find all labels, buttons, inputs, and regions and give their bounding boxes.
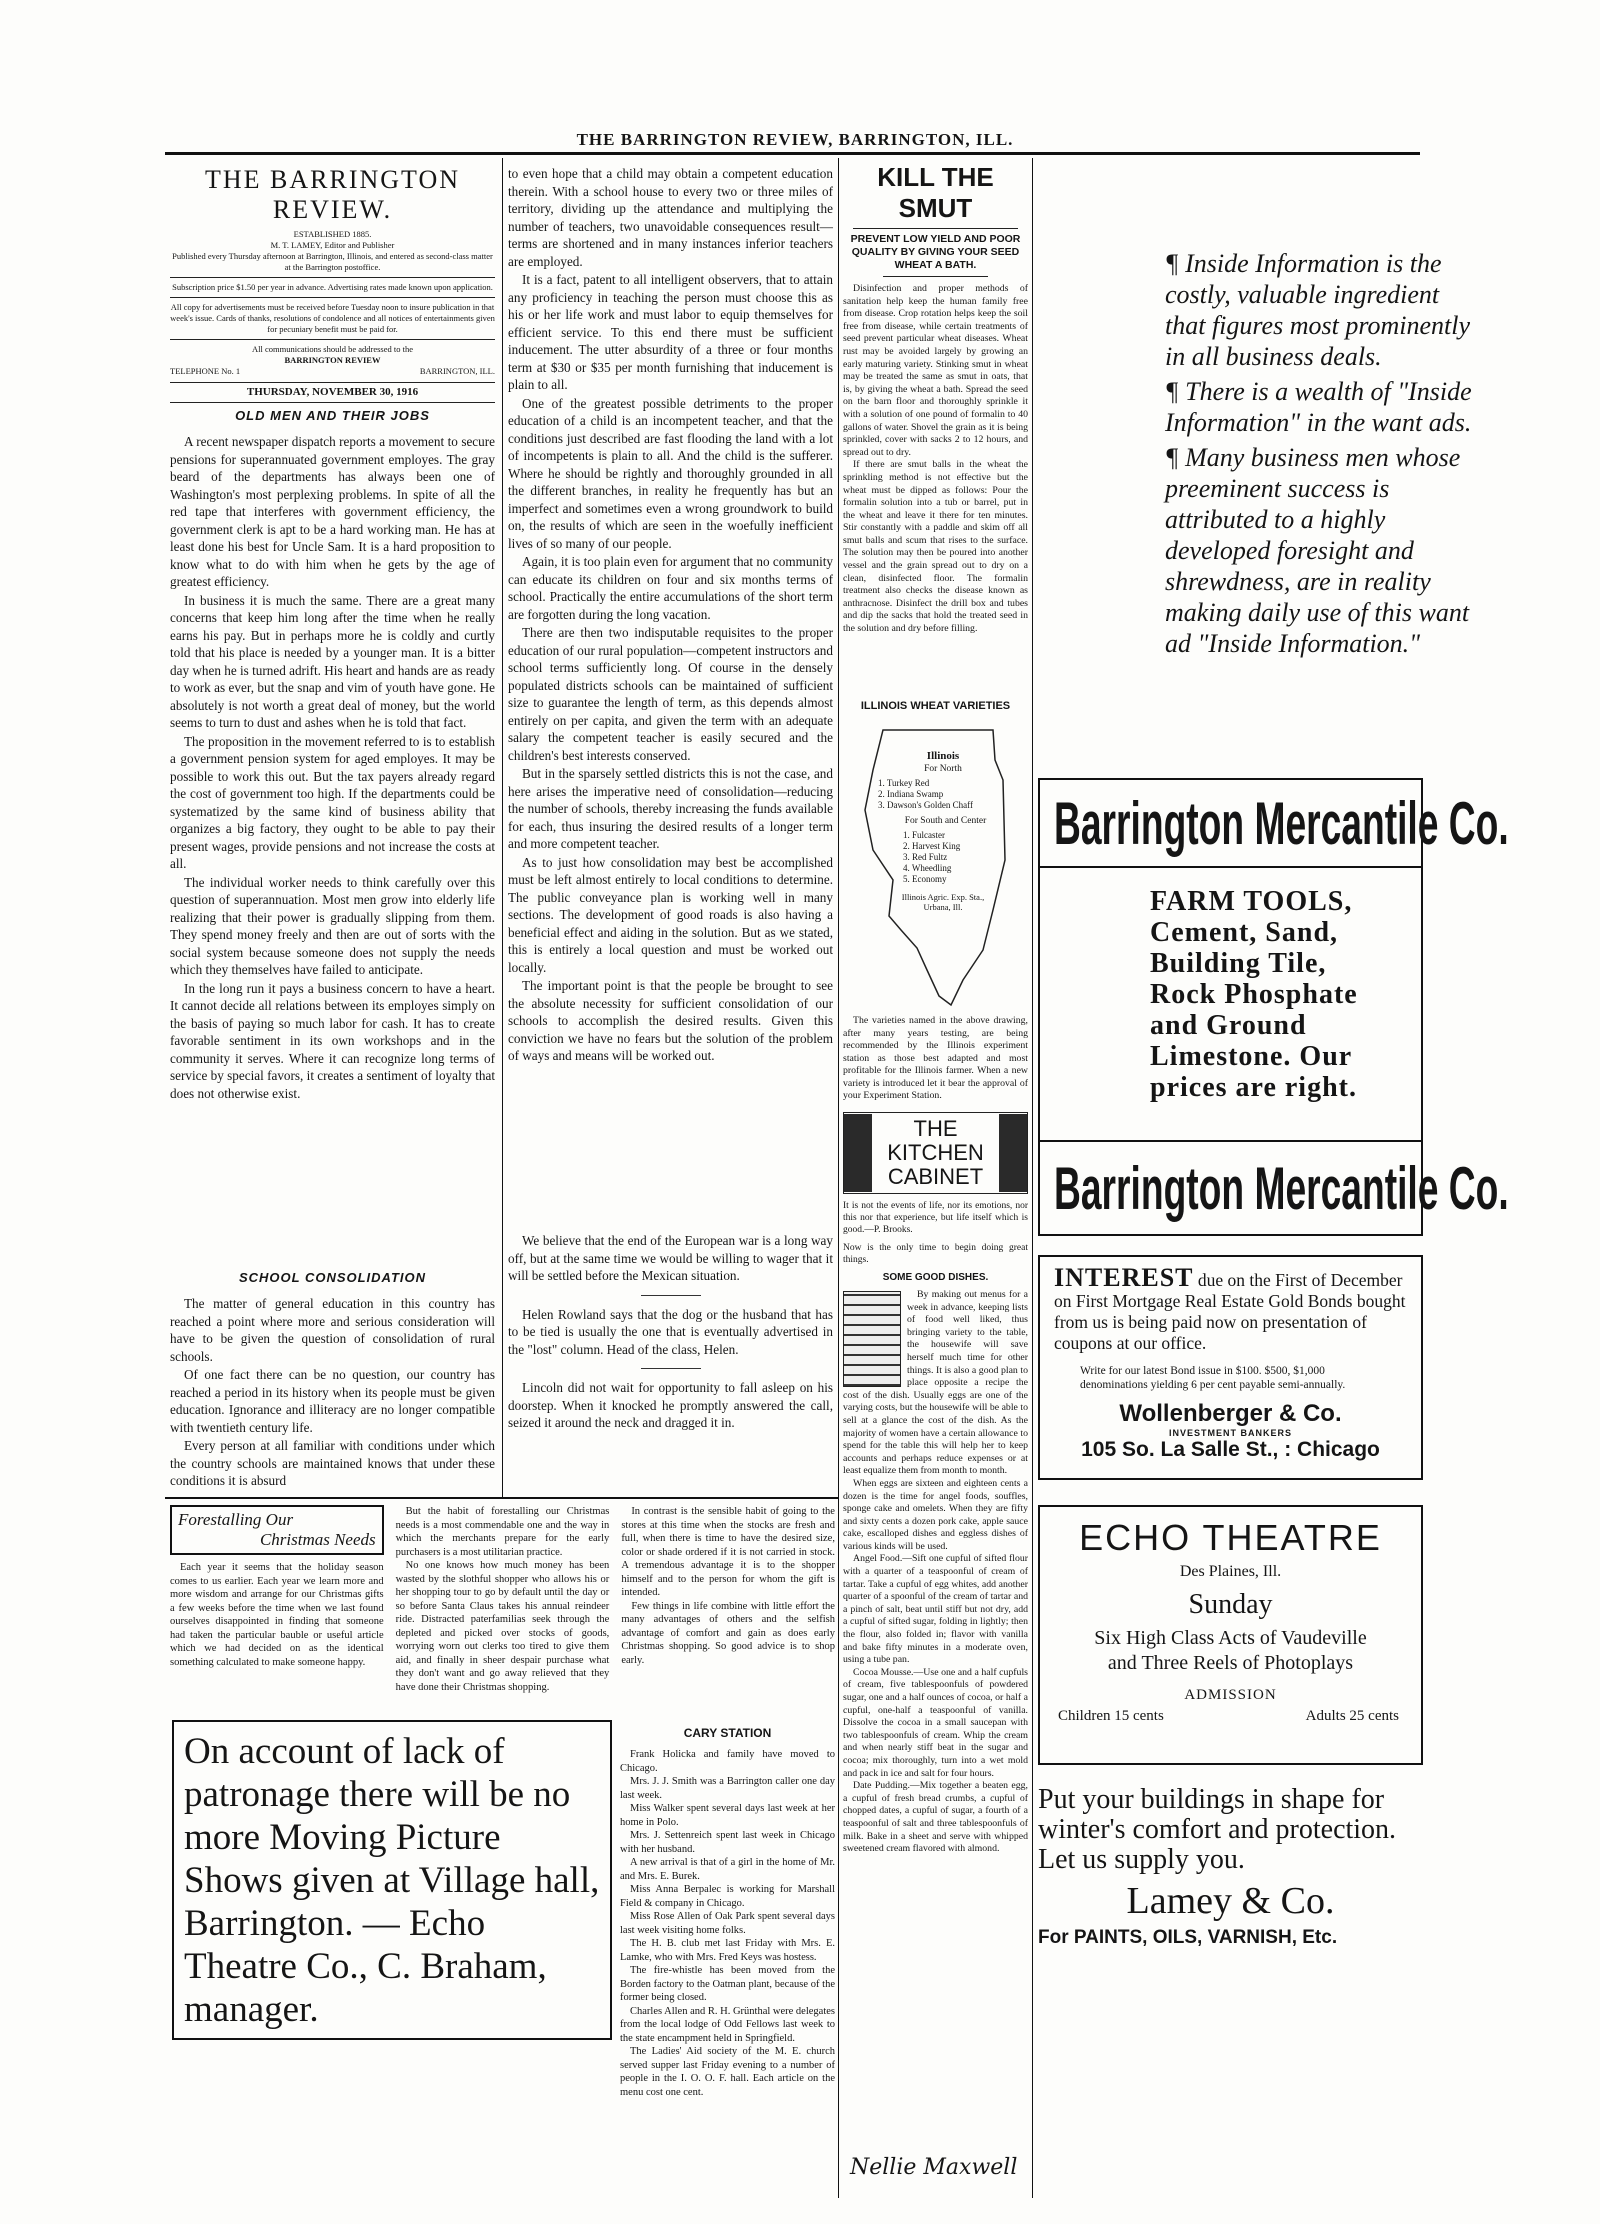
theatre-line: and Three Reels of Photoplays [1107,1652,1354,1674]
paragraph: In business it is much the same. There are a great many concerns that keep him long after the time when he really earns his pay. But in perhaps more he is coldly and curtly told that his place is needed by a younger man. It is a bitter day when he is turned adrift. His heart and hands are as ready to work as ever, but the snap and vim of youth have gone. He absolutely is not worth a great deal of money, but the world seems to turn to dust and ashes when he is told that fact. [170,592,495,730]
news-item: The Ladies' Aid society of the M. E. church served supper last Friday evening to a number of people in the I. O. O. F. hall. Each article on the menu cost one cent. [620,2046,835,2098]
paragraph: We believe that the end of the European war is a long way off, but at the same time we would be willing to wager that it will be settled before the Mexican situation. [508,1233,833,1283]
mercantile-body: FARM TOOLS, Cement, Sand, Building Tile, Rock Phosphate and Ground Limestone. Our prices are right. [1150,886,1358,1103]
cabinet-title: THE [913,1116,958,1141]
paragraph: In the long run it pays a business concern to have a heart. It cannot decide all relations between its employes simply on the basis of paying so much labor for cash. It has to create favorable sentiment in its own workshops and in the community it serves. Where it can recognize long terms of service by special favors, it creates a sentiment of loyalty that does not otherwise exist. [170,980,495,1101]
paragraph: The individual worker needs to think carefully over this question of superannuation. Most men grow into elderly life realizing that their power is gradually slipping from them. They spend money freely and then are out of sorts with the social system because someone does not supply the needs which they themselves have failed to anticipate. [170,874,495,977]
news-item: Miss Anna Berpalec is working for Marshall Field & company in Chicago. [620,1884,835,1909]
article-forestalling [170,1505,835,1715]
news-item: Charles Allen and R. H. Grünthal were delegates from the local lodge of Odd Fellows last week to the state encampment held in Springfield. [620,2005,835,2044]
news-item: Frank Holicka and family have moved to Chicago. [620,1749,835,1774]
variety-item: 3. Dawson's Golden Chaff [878,800,973,810]
interest-company: Wollenberger & Co. [1119,1400,1342,1427]
paragraph: The matter of general education in this country has reached a point where more and serious consideration will have to be given the question of consolidation of rural schools. [170,1296,495,1364]
cary-station [620,1718,835,2198]
cabinet-illustration-icon [843,1291,901,1387]
article-headline: OLD MEN AND THEIR JOBS [235,408,430,423]
map-caption: The varieties named in the above drawing, after many years testing, are being recommended by the Illinois experiment station as those best adapted and most profitable for the Illinois farmer. When a new variety is introduced let it bear the approval of your Experiment Station. [843,1015,1028,1101]
pilcrow-icon: ¶ [1165,443,1179,472]
masthead-copy-notice: All copy for advertisements must be received before Tuesday noon to insure publication in that week's issue. Cards of thanks, resolutions of condolence and all notices of entertainments given for pecuniary benefit must be paid for. [170,302,495,334]
section-headline: CARY STATION [683,1726,772,1740]
map-south-label: For South and Center [904,816,987,826]
article-kill-smut [843,162,1028,687]
quote: Now is the only time to begin doing great things. [843,1243,1028,1265]
variety-item: 2. Indiana Swamp [878,789,944,799]
theatre-line: Six High Class Acts of Vaudeville [1094,1627,1367,1649]
quote: It is not the events of life, nor its emotions, nor this nor that experience, but life itself which is good.—P. Brooks. [843,1201,1028,1235]
paragraph: Few things in life combine with little effort the many advantages of others and the selfish advantage of comfort and gain as does early Christmas shopping. So good advice is to shop early. [621,1600,835,1666]
editorial-shorts [508,1232,833,1494]
running-head: THE BARRINGTON REVIEW, BARRINGTON, ILL. [576,130,1014,149]
section-headline: SOME GOOD DISHES. [882,1272,989,1283]
notice-box [172,1720,612,2040]
inside-info-text: Many business men whose preeminent success is attributed to a highly developed foresight and shrewdness, are in reality making daily use of this want ad "Inside Information." [1165,443,1470,658]
theatre-price-children: Children 15 cents [1058,1708,1164,1724]
column-rule [838,158,839,2198]
kitchen-cabinet [843,1112,1028,2200]
variety-item: 4. Wheedling [903,863,952,873]
article-school-col1 [170,1262,495,1492]
lamey-products: For PAINTS, OILS, VARNISH, Etc. [1038,1927,1338,1948]
paragraph: It is a fact, patent to all intelligent observers, that to attain any proficiency in teaching the person must choose this as his or her life work and must labor to equip themselves for efficient service. To this end there must be sufficient inducement. The utter absurdity of a three or four months term at $30 or $35 per month furnishing that inducement is plain to all. [508,272,833,392]
news-item: Mrs. J. J. Smith was a Barrington caller one day last week. [620,1776,835,1801]
paragraph: By making out menus for a week in advance, keeping lists of food well liked, thus bringing variety to the table, the housewife will save herself much time for other things. It is also a good plan to place opposite a recipe the cost of the dish. Usually eggs are one of the varying costs, but the housewife will be able to sell at a glance the cost of the dish. As the majority of women have a certain allowance to spend for the table this will help her to keep accounts and perhaps reduce expenses or at least equalize them from month to month. [843,1289,1028,1477]
paragraph: Lincoln did not wait for opportunity to fall asleep on his doorstep. When it knocked he promptly answered the call, seized it around the neck and dragged it in. [508,1380,833,1430]
article-headline: KILL THE SMUT [877,162,994,223]
map-north-label: For North [924,764,962,774]
lamey-text: Put your buildings in shape for winter's comfort and protection. Let us supply you. [1038,1784,1397,1875]
masthead-date: THURSDAY, NOVEMBER 30, 1916 [246,386,419,398]
mercantile-ad [1038,778,1509,1236]
column-rule [502,158,503,1498]
variety-item: 5. Economy [903,874,947,884]
paragraph: One of the greatest possible detriments to the proper education of a child is an incompetent teacher, and that the conditions just described are fast flooding the land with a lot of incompetents is plain to all. And the child is the sufferer. Where he should be rightly and thoroughly grounded in all the different branches, in reality he frequently has but an imperfect and sometimes even a wrong groundwork to build on, the results of which are seen in the woefully inefficient lives of so many of our people. [508,395,833,551]
article-headline: SCHOOL CONSOLIDATION [238,1270,427,1285]
article-old-men [170,400,495,1260]
paragraph: to even hope that a child may obtain a competent education therein. With a school house to every two or three miles of territory, dividing up the attendance and multiplying the number of teachers, two unavoidable consequences result—terms are shortened and in many instances inferior teachers are employed. [508,166,833,269]
masthead-established: ESTABLISHED 1885. [293,229,372,239]
masthead-addressee: BARRINGTON REVIEW [284,355,381,365]
interest-sub: INVESTMENT BANKERS [1168,1428,1292,1438]
paragraph: But in the sparsely settled districts this is not the case, and here arises the imperative need of consolidation—reducing the number of schools, thereby increasing the funds available for each, thus insuring the desired results of a longer term and more competent teacher. [508,766,833,851]
paragraph: The proposition in the movement referred to is to establish a government pension system for aged employes. It may be possible to work this out. But the tax payers already regard the cost of government too high. If the departments could be systematized by the same kind of business ability that organizes a big factory, they ought to be able to pay their present wages, provide pensions and not increase the costs at all. [170,733,495,871]
map-title: Illinois [926,750,960,762]
theatre-admission: ADMISSION [1184,1687,1277,1703]
news-item: Mrs. J. Settenreich spent last week in Chicago with her husband. [620,1830,835,1855]
inside-info-text: Inside Information is the costly, valuable ingredient that figures most prominently in all business deals. [1165,249,1471,371]
theatre-city: Des Plaines, Ill. [1179,1563,1282,1580]
inside-info [1165,248,1475,698]
notice-text: On account of lack of patronage there will be no more Moving Picture Shows given at Village hall, Barrington. — Echo Theatre Co., C. Braham, manager. [184,1731,600,2030]
variety-item: 2. Harvest King [903,841,961,851]
interest-ad [1038,1255,1423,1480]
paragraph: Helen Rowland says that the dog or the husband that has to be tied is usually the one that is eventually advertised in the "lost" column. Head of the class, Helen. [508,1306,833,1357]
paragraph: Angel Food.—Sift one cupful of sifted flour with a quarter of a teaspoonful of cream of tartar. Take a cupful of egg whites, add another quarter of a spoonful of the cream of tartar and a pinch of salt, beat until stiff but not dry, add a cupful of sifted sugar, folding in lightly; then the flour, also folded in; flavor with vanilla and bake fifty minutes in a moderate oven, using a tube pan. [843,1553,1028,1666]
masthead-telephone: TELEPHONE No. 1 [170,366,241,376]
paragraph: Every person at all familiar with conditions under which the country schools are maintained knows that under these conditions it is absurd [170,1438,495,1488]
news-item: Miss Walker spent several days last week at her home in Polo. [620,1803,835,1828]
cook-illustration-icon [844,1114,872,1192]
cook-illustration-icon [999,1114,1027,1192]
header-rule [165,152,1420,155]
paragraph: When eggs are sixteen and eighteen cents a dozen is the time for angel foods, souffles, sponge cake and omelets. When they are fifty and sixty cents a dozen pork cake, apple sauce cake, escalloped dishes and eggless dishes of various kinds will be used. [843,1477,1028,1552]
variety-item: 3. Red Fultz [903,852,948,862]
inside-info-text: There is a wealth of "Inside Information" in the want ads. [1165,377,1472,437]
interest-lead: INTEREST [1054,1263,1194,1292]
signature: Nellie Maxwell [850,2155,1018,2180]
theatre-day: Sunday [1188,1589,1273,1620]
pilcrow-icon: ¶ [1165,249,1179,278]
echo-theatre-ad [1038,1505,1423,1765]
news-item: A new arrival is that of a girl in the home of Mr. and Mrs. E. Burek. [620,1857,835,1882]
paragraph: Cocoa Mousse.—Use one and a half cupfuls of cream, five tablespoonfuls of powdered sugar, one and a half ounces of cocoa, or half a cupful, one-half a teaspoonful of vanilla. Dissolve the cocoa in a small saucepan with two tablespoonfuls of cream. Whip the cream and when nearly stiff beat in the sugar and cocoa; mix thoroughly, turn into a wet mold and pack in ice and salt for four hours. [843,1666,1028,1779]
column-rule [1032,158,1033,2198]
article-subhead: PREVENT LOW YIELD AND POOR QUALITY BY GIVING YOUR SEED WHEAT A BATH. [850,233,1021,271]
paragraph: Disinfection and proper methods of sanitation help keep the human family free from disease. Crop rotation helps keep the soil free from disease, while certain treatments of seed prevent particular wheat diseases. Wheat rust may be avoided largely by growing an early maturing variety. Stinking smut in wheat may be treated the same as smut in oats, that is, by giving the wheat a bath. Spread the seed on the barn floor and thoroughly sprinkle it with a solution of one pound of formalin to 40 gallons of water. Shovel the grain as it is being sprinkled, cover with sacks 2 to 12 hours, and spread out to dry. [843,283,1028,458]
theatre-title: ECHO THEATRE [1079,1517,1382,1558]
paragraph: Of one fact there can be no question, our country has reached a period in its history when its people must be given education. Ignorance and illiteracy are no longer compatible with twentieth century life. [170,1367,495,1435]
interest-address: 105 So. La Salle St., : Chicago [1081,1438,1380,1461]
paragraph: In contrast is the sensible habit of going to the stores at this time when the stocks are fresh and full, when there is time to have the desired size, color or shade ordered if it is not carried in stock. A tremendous advantage it is to the shopper himself and to the person for whom the gift is intended. [621,1506,835,1598]
interest-offer: Write for our latest Bond issue in $100. $500, $1,000 denominations yielding 6 per cent payable semi-annually. [1080,1365,1346,1391]
kitchen-cabinet-banner [843,1112,1028,1194]
map-station: Illinois Agric. Exp. Sta., Urbana, Ill. [901,892,985,912]
mercantile-name-footer: Barrington Mercantile Co. [1054,1154,1509,1222]
lamey-ad [1038,1785,1423,2200]
article-school-col2 [508,165,833,1225]
mercantile-name: Barrington Mercantile Co. [1054,789,1509,857]
news-item: The fire-whistle has been moved from the Borden factory to the Oatman plant, because of the former being closed. [620,1965,835,2003]
masthead-city: BARRINGTON, ILL. [419,366,495,376]
paragraph: There are then two indisputable requisites to the proper education of our rural population—competent instructors and school terms sufficiently long. Of course in the densely populated districts schools can be maintained of sufficient size to guarantee the length of term, as this depends almost entirely on per capita, and given the term with an adequate salary the competent teacher is easily secured and the children's best interests conserved. [508,625,833,763]
variety-item: 1. Turkey Red [878,778,930,788]
paragraph: A recent newspaper dispatch reports a movement to secure pensions for superannuated government employes. The gray beard of the departments has always been one of Washington's most perplexing problems. In spite of all the red tape that interferes with government efficiency, the government clerk is apt to be a hard working man. He has at least done his best for Uncle Sam. It is a hard proposition to know what to do with him when he gets by the age of greatest efficiency. [170,434,495,589]
paragraph: If there are smut balls in the wheat the sprinkling method is not effective but the wheat must be dipped as follows: Pour the formalin solution into a tub or barrel, put in the wheat and leave it there for ten minutes. Stir constantly with a paddle and skim off all smut balls and scum that rises to the surface. The solution may then be poured into another vessel and the grain spread out to dry on a clean, disinfected floor. The formalin treatment also checks the disease known as anthracnose. Disinfect the drill box and tubes and dip the sacks that hold the treated seed in the solution and dry before filling. [843,459,1028,635]
lamey-company: Lamey & Co. [1126,1880,1335,1922]
paragraph: Again, it is too plain even for argument that no community can educate its children on four and six months terms of school. Practically the entire accumulations of the short term are forgotten during the long vacation. [508,554,833,622]
cabinet-title: CABINET [887,1164,984,1189]
paragraph: But the habit of forestalling our Christmas needs is a most commendable one and the way in which the merchants prepare for the early purchasers is a most utilitarian practice. [395,1506,610,1558]
paragraph: The important point is that the people be brought to see the absolute necessity for sufficient consolidation of our schools to accomplish the desired results. Given this conviction we have no fears but the solution of the problem of ways and means will be worked out. [508,978,833,1063]
forestalling-title: Christmas Needs [259,1530,376,1549]
forestalling-title-box [170,1505,384,1555]
theatre-price-adults: Adults 25 cents [1305,1708,1399,1724]
paragraph: Date Pudding.—Mix together a beaten egg, a cupful of fresh bread crumbs, a cupful of chopped dates, a cupful of sugar, a fourth of a teaspoonful of salt and three tablespoonfuls of milk. Bake in a sheet and serve with whipped sweetened cream flavored with almond. [843,1780,1028,1855]
north-varieties [878,778,1003,811]
interest-text: due on the First of December on First Mortgage Real Estate Gold Bonds bought from us is being paid now on presentation of coupons at our office. [1054,1270,1406,1353]
news-item: The H. B. club met last Friday with Mrs. E. Lamke, who with Mrs. Fred Keys was hostess. [620,1938,835,1963]
illinois-map [843,720,1028,1015]
pilcrow-icon: ¶ [1165,377,1179,406]
paragraph: No one knows how much money has been wasted by the slothful shopper who allows his or her shopping tour to go by default until the day or so before Santa Claus takes his annual reindeer ride. Distracted paterfamilias seek through the depleted and picked over stocks of goods, worrying worn out clerks too tired to give them aid, and finally in sheer despair purchase what they don't want and go away relieved that they have done their Christmas shopping. [395,1560,610,1693]
variety-item: 1. Fulcaster [903,830,945,840]
masthead-title: THE BARRINGTON REVIEW. [204,165,461,224]
masthead [170,165,495,405]
paragraph: Each year it seems that the holiday season comes to us earlier. Each year we learn more and more wisdom and arrange for our Christmas gifts a few weeks before the time when we last found ourselves disappointed in finding that someone had taken the particular bauble or useful article which we had decided on as the identical something calculated to make someone happy. [170,1562,384,1668]
wheat-varieties [843,692,1028,1107]
section-rule [165,1497,838,1499]
cabinet-title: KITCHEN [887,1140,984,1165]
masthead-subscription: Subscription price $1.50 per year in advance. Advertising rates made known upon application. [172,282,493,292]
masthead-editor: M. T. LAMEY, Editor and Publisher [270,240,395,250]
south-varieties [903,830,1003,885]
section-headline: ILLINOIS WHEAT VARIETIES [860,700,1011,712]
news-item: Miss Rose Allen of Oak Park spent several days last week visiting home folks. [620,1911,835,1936]
forestalling-title: Forestalling Our [178,1510,294,1529]
masthead-published: Published every Thursday afternoon at Barrington, Illinois, and entered as second-class matter at the Barrington postoffice. [172,251,493,272]
masthead-communications: All communications should be addressed to the [252,344,413,354]
paragraph: As to just how consolidation may best be accomplished must be left almost entirely to local conditions to determine. The public conveyance plan is working well in many sections. The development of good roads is also having a beneficial effect and aiding in the solution. But as we stated, this is entirely a local question and must be worked out locally. [508,854,833,975]
